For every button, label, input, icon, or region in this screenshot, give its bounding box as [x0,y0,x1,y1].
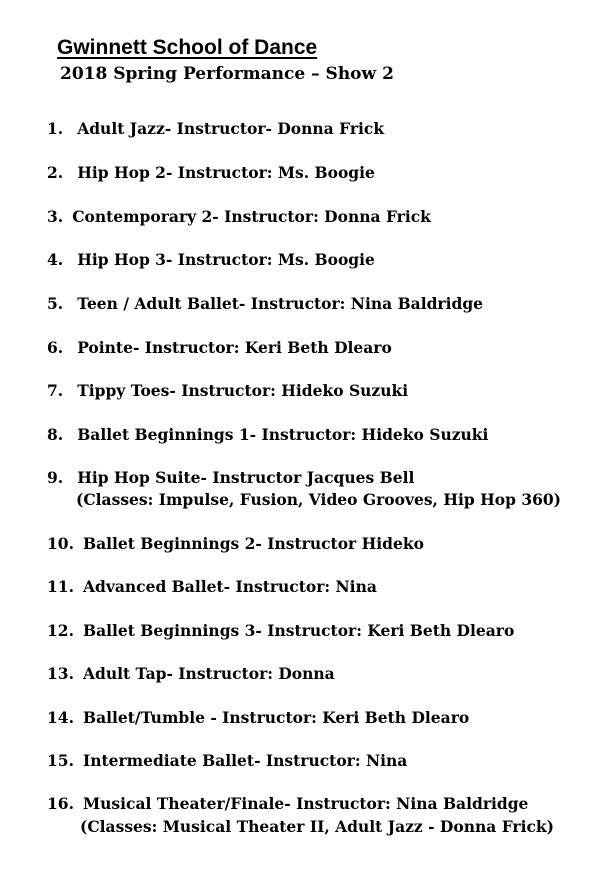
program-item-9 [47,467,414,489]
item-text: Teen / Adult Ballet- Instructor: Nina Baldridge [77,294,484,313]
item-text: Hip Hop 2- Instructor: Ms. Boogie [77,163,375,182]
item-number: 5. [47,294,64,313]
program-item-5 [47,293,483,315]
item-text: Ballet/Tumble - Instructor: Keri Beth Dlearo [82,708,470,727]
item-text: Hip Hop 3- Instructor: Ms. Boogie [77,250,375,269]
item-text: Contemporary 2- Instructor: Donna Frick [72,207,431,226]
program-item-7 [47,380,408,402]
program-item-8 [47,424,488,446]
program-item-3 [47,206,431,228]
item-number: 2. [47,163,64,182]
show-subtitle: 2018 Spring Performance – Show 2 [60,64,394,84]
item-text: Ballet Beginnings 2- Instructor Hideko [82,534,424,553]
program-item-6 [47,337,392,359]
item-text: Musical Theater/Finale- Instructor: Nina Baldridge [82,794,529,813]
program-item-9-classes: (Classes: Impulse, Fusion, Video Grooves, Hip Hop 360) [76,490,562,509]
program-item-11 [47,576,377,598]
item-text: Adult Tap- Instructor: Donna [82,664,335,683]
item-number: 11. [47,577,74,596]
program-item-16 [47,793,528,815]
item-text: Hip Hop Suite- Instructor Jacques Bell [77,468,415,487]
item-number: 16. [47,794,74,813]
program-item-14 [47,707,469,729]
program-item-1 [47,118,384,140]
school-title: Gwinnett School of Dance [57,36,318,59]
program-item-15 [47,750,407,772]
item-number: 13. [47,664,74,683]
item-number: 10. [47,534,74,553]
program-item-2 [47,162,375,184]
item-number: 9. [47,468,64,487]
item-text: Tippy Toes- Instructor: Hideko Suzuki [77,381,409,400]
item-text: Adult Jazz- Instructor- Donna Frick [77,119,385,138]
item-number: 6. [47,338,64,357]
item-number: 3. [47,207,64,226]
item-number: 4. [47,250,64,269]
item-number: 1. [47,119,64,138]
item-text: Advanced Ballet- Instructor: Nina [82,577,377,596]
program-item-10 [47,533,424,555]
program-item-16-classes: (Classes: Musical Theater II, Adult Jazz - Donna Frick) [80,817,554,836]
item-number: 12. [47,621,74,640]
item-number: 8. [47,425,64,444]
item-text: Ballet Beginnings 1- Instructor: Hideko Suzuki [77,425,489,444]
item-number: 7. [47,381,64,400]
item-number: 14. [47,708,74,727]
item-number: 15. [47,751,74,770]
item-text: Ballet Beginnings 3- Instructor: Keri Beth Dlearo [82,621,515,640]
program-item-4 [47,249,375,271]
item-text: Pointe- Instructor: Keri Beth Dlearo [77,338,392,357]
program-item-13 [47,663,335,685]
program-item-12 [47,620,514,642]
item-text: Intermediate Ballet- Instructor: Nina [82,751,408,770]
